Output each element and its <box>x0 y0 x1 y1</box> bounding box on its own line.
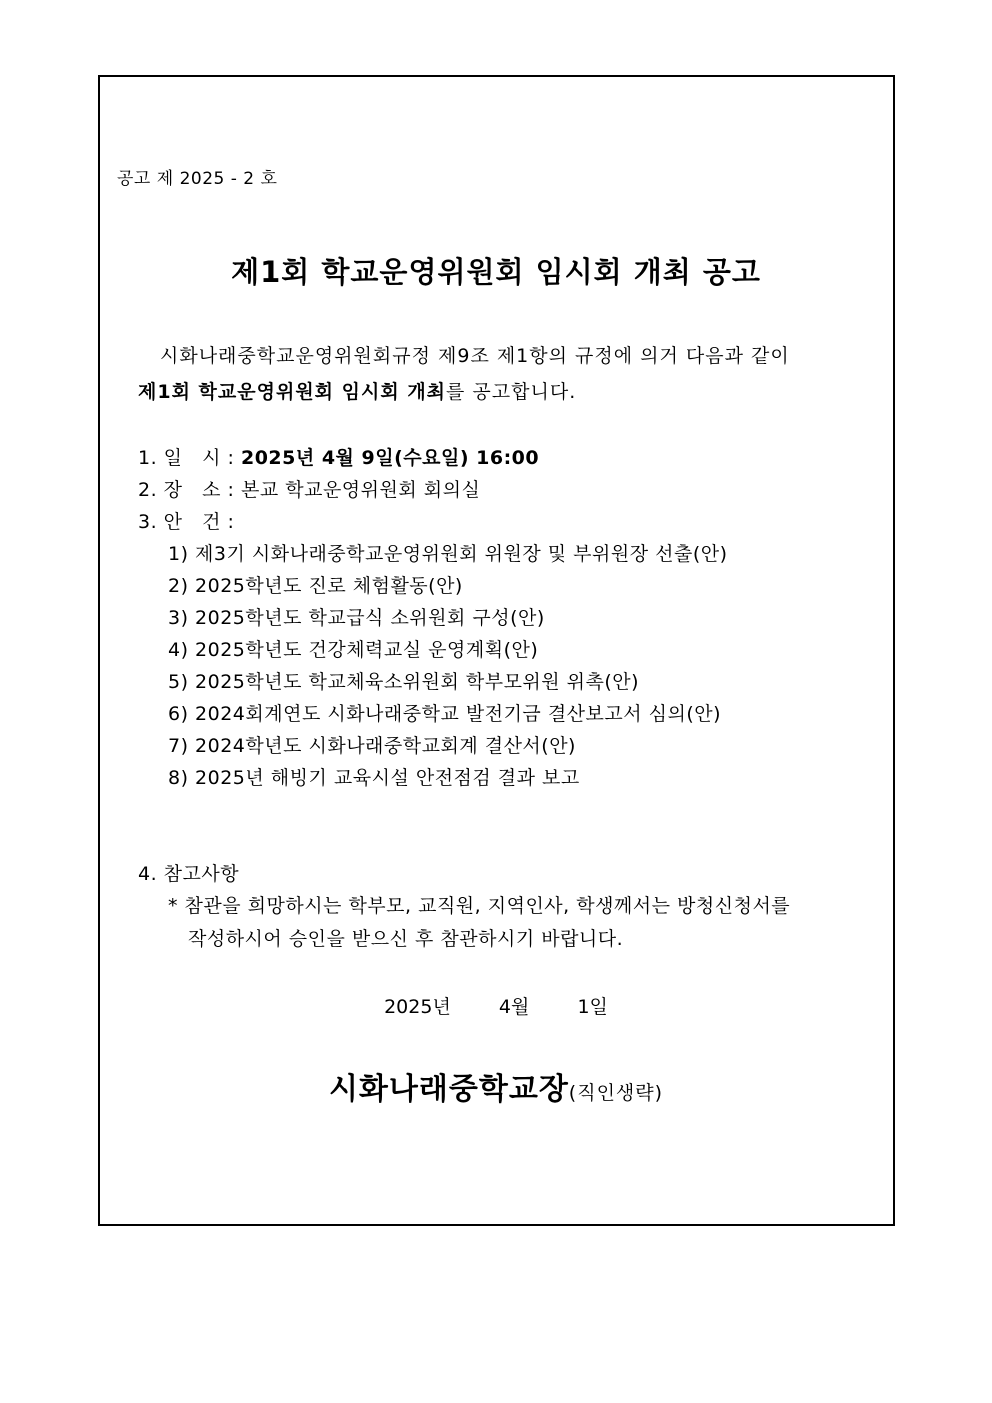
seal-note: (직인생략) <box>568 1082 664 1104</box>
intro-bold-text: 제1회 학교운영위원회 임시회 개최 <box>138 381 447 403</box>
agenda-item: 7) 2024학년도 시화나래중학교회계 결산서(안) <box>168 735 576 757</box>
signature-month: 4월 <box>498 996 530 1018</box>
signature-date <box>0 992 992 1019</box>
signature-day: 1일 <box>577 996 608 1018</box>
reference-line-2: 작성하시어 승인을 받으신 후 참관하시기 바랍니다. <box>188 928 624 950</box>
item-date-label: 1. 일 시 : <box>138 447 235 469</box>
item-agenda <box>138 507 234 534</box>
agenda-item: 8) 2025년 해빙기 교육시설 안전점검 결과 보고 <box>168 767 580 789</box>
intro-line-2 <box>138 377 576 404</box>
agenda-item: 6) 2024회계연도 시화나래중학교 발전기금 결산보고서 심의(안) <box>168 703 722 725</box>
signature-year: 2025년 <box>384 996 451 1018</box>
agenda-item: 2) 2025학년도 진로 체험활동(안) <box>168 575 463 597</box>
page-title: 제1회 학교운영위원회 임시회 개최 공고 <box>231 255 761 289</box>
intro-rest-text: 를 공고합니다. <box>446 381 577 403</box>
item-place-label: 2. 장 소 : <box>138 479 235 501</box>
reference-line-1: * 참관을 희망하시는 학부모, 교직원, 지역인사, 학생께서는 방청신청서를 <box>168 895 791 917</box>
intro-line-1: 시화나래중학교운영위원회규정 제9조 제1항의 규정에 의거 다음과 같이 <box>160 345 790 367</box>
reference-label: 4. 참고사항 <box>138 863 240 885</box>
agenda-item: 1) 제3기 시화나래중학교운영위원회 위원장 및 부위원장 선출(안) <box>168 543 728 565</box>
item-place <box>138 475 480 502</box>
school-principal: 시화나래중학교장 <box>328 1072 569 1107</box>
item-date <box>138 443 539 470</box>
signature-name <box>0 1064 992 1108</box>
item-place-value: 본교 학교운영위원회 회의실 <box>240 479 481 501</box>
agenda-item: 3) 2025학년도 학교급식 소위원회 구성(안) <box>168 607 545 629</box>
item-date-value: 2025년 4월 9일(수요일) 16:00 <box>240 447 540 469</box>
item-agenda-label: 3. 안 건 : <box>138 511 235 533</box>
notice-number: 공고 제 2025 - 2 호 <box>117 169 278 189</box>
agenda-item: 5) 2025학년도 학교체육소위원회 학부모위원 위촉(안) <box>168 671 640 693</box>
agenda-item: 4) 2025학년도 건강체력교실 운영계획(안) <box>168 639 539 661</box>
